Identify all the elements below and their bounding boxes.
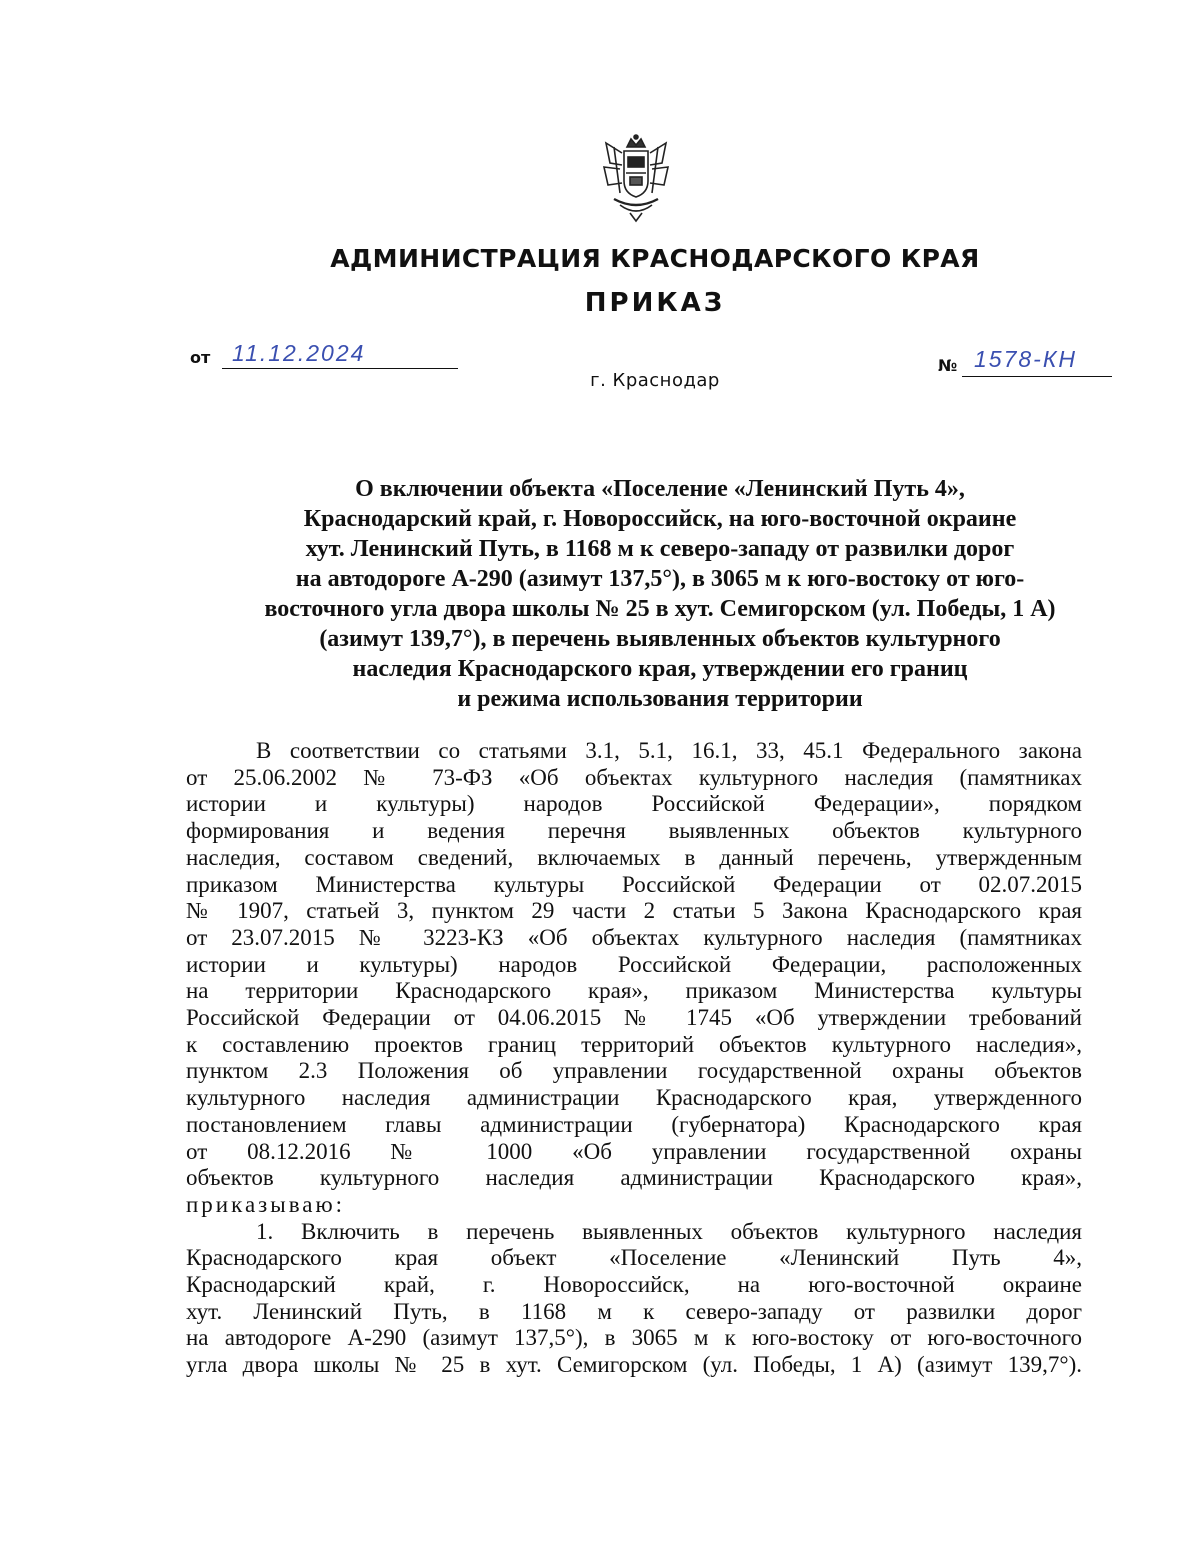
title-line: наследия Краснодарского края, утверждении его границ [352, 656, 968, 682]
title-line: (азимут 139,7°), в перечень выявленных объектов культурного [319, 626, 1001, 652]
number-underline [962, 376, 1112, 377]
date-value: 11.12.2024 [232, 340, 366, 366]
title-line: на автодороге А-290 (азимут 137,5°), в 3065 м к юго-востоку от юго- [295, 566, 1025, 592]
body-line: от 08.12.2016 № 1000 «Об управлении государственной охраны [186, 1138, 1082, 1164]
date-label: от [190, 348, 211, 367]
title-line: Краснодарский край, г. Новороссийск, на юго-восточной окраине [303, 506, 1017, 532]
date-underline [222, 368, 458, 369]
title-line: О включении объекта «Поселение «Ленинский Путь 4», [355, 476, 965, 502]
number-label: № [938, 356, 958, 375]
body-line: на автодороге А-290 (азимут 137,5°), в 3065 м к юго-востоку от юго-восточного [186, 1325, 1082, 1351]
body-line-orders: приказываю: [186, 1191, 346, 1217]
body-line: объектов культурного наследия администрации Краснодарского края», [186, 1165, 1082, 1191]
body-line: наследия, составом сведений, включаемых в данный перечень, утвержденным [186, 844, 1082, 870]
body-line: на территории Краснодарского края», приказом Министерства культуры [186, 978, 1082, 1004]
body-line: истории и культуры) народов Российской Федерации, расположенных [186, 951, 1082, 977]
title-line: и режима использования территории [457, 686, 863, 712]
body-line: Российской Федерации от 04.06.2015 № 1745 «Об утверждении требований [186, 1005, 1082, 1031]
title-line: восточного угла двора школы № 25 в хут. Семигорском (ул. Победы, 1 А) [264, 596, 1056, 622]
body-line: культурного наследия администрации Краснодарского края, утвержденного [186, 1085, 1082, 1111]
document-type: ПРИКАЗ [584, 288, 726, 318]
body-line: пунктом 2.3 Положения об управлении государственной охраны объектов [186, 1058, 1082, 1084]
body-line: В соответствии со статьями 3.1, 5.1, 16.1, 33, 45.1 Федерального закона [256, 738, 1082, 763]
order-body [186, 738, 1082, 1379]
body-line: к составлению проектов границ территорий объектов культурного наследия», [186, 1031, 1082, 1057]
number-value: 1578-КН [974, 346, 1077, 372]
body-line: от 25.06.2002 № 73-ФЗ «Об объектах культурного наследия (памятниках [186, 764, 1082, 790]
organization-name: АДМИНИСТРАЦИЯ КРАСНОДАРСКОГО КРАЯ [330, 244, 980, 273]
body-line: Краснодарского края объект «Поселение «Ленинский Путь 4», [186, 1245, 1082, 1271]
body-line: истории и культуры) народов Российской Федерации», порядком [186, 791, 1082, 817]
order-title [120, 474, 1200, 714]
coat-of-arms-icon [600, 133, 672, 223]
body-line: постановлением главы администрации (губернатора) Краснодарского края [186, 1111, 1082, 1137]
body-line: Краснодарский край, г. Новороссийск, на юго-восточной окраине [186, 1272, 1082, 1298]
body-line: приказом Министерства культуры Российской Федерации от 02.07.2015 [186, 871, 1082, 897]
title-line: хут. Ленинский Путь, в 1168 м к северо-западу от развилки дорог [305, 536, 1015, 562]
body-line: хут. Ленинский Путь, в 1168 м к северо-западу от развилки дорог [186, 1298, 1082, 1324]
city-label: г. Краснодар [590, 370, 720, 391]
body-line: № 1907, статьей 3, пунктом 29 части 2 статьи 5 Закона Краснодарского края [186, 898, 1082, 924]
body-line: угла двора школы № 25 в хут. Семигорском (ул. Победы, 1 А) (азимут 139,7°). [186, 1352, 1082, 1378]
body-line: формирования и ведения перечня выявленных объектов культурного [186, 818, 1082, 844]
body-line: от 23.07.2015 № 3223-КЗ «Об объектах культурного наследия (памятниках [186, 924, 1082, 950]
body-line-item-1: 1. Включить в перечень выявленных объектов культурного наследия [256, 1218, 1082, 1244]
